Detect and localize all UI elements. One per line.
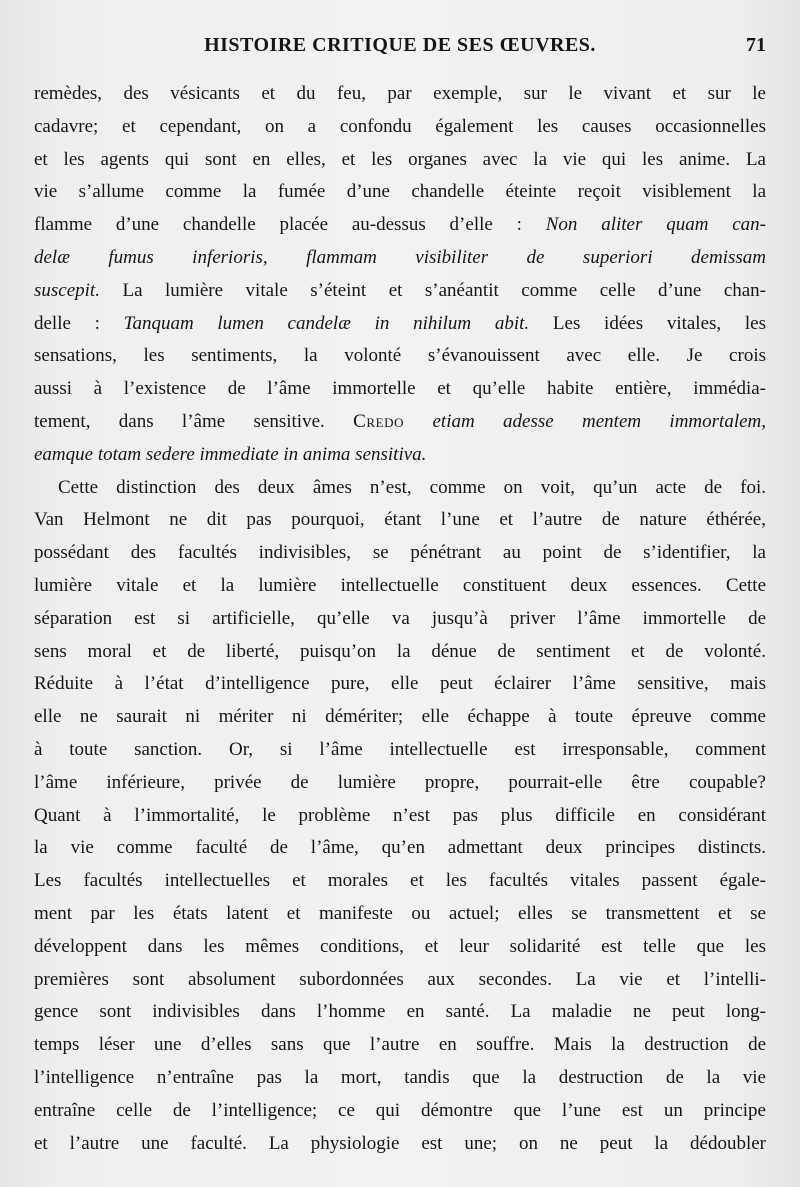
text-line <box>34 275 766 308</box>
paragraph-1 <box>34 78 766 472</box>
text-line: premières sont absolument subordonnées aux secondes. La vie et l’intelli- <box>34 968 766 990</box>
text-segment: La lumière vitale s’éteint et s’anéantit comme celle d’une chan- <box>122 279 766 301</box>
text-segment: flamme d’une chandelle placée au-dessus d’elle : <box>34 214 522 236</box>
text-line: cadavre; et cependant, on a confondu également les causes occasionnelles <box>34 115 766 137</box>
latin-quote-line: eamque totam sedere immediate in anima sensitiva. <box>34 443 427 465</box>
text-line: aussi à l’existence de l’âme immortelle et qu’elle habite entière, immédia- <box>34 378 766 400</box>
text-line: Cette distinction des deux âmes n’est, comme on voit, qu’un acte de foi. <box>58 476 766 498</box>
text-line: sens moral et de liberté, puisqu’on la dénue de sentiment et de volonté. <box>34 640 766 662</box>
paragraph-2 <box>34 472 766 1161</box>
text-line: et l’autre une faculté. La physiologie est une; on ne peut la dédoubler <box>34 1132 766 1154</box>
page-header <box>34 34 766 58</box>
text-segment: Les idées vitales, les <box>552 312 766 334</box>
text-line: à toute sanction. Or, si l’âme intellectuelle est irresponsable, comment <box>34 738 766 760</box>
text-line: gence sont indivisibles dans l’homme en santé. La maladie ne peut long- <box>34 1001 766 1023</box>
latin-quote: Non aliter quam can- <box>545 214 766 236</box>
text-line: l’intelligence n’entraîne pas la mort, tandis que la destruction de la vie <box>34 1066 766 1088</box>
text-line: la vie comme faculté de l’âme, qu’en admettant deux principes distincts. <box>34 837 766 859</box>
text-line: temps léser une d’elles sans que l’autre en souffre. Mais la destruction de <box>34 1034 766 1056</box>
text-line: développent dans les mêmes conditions, et leur solidarité est telle que les <box>34 935 766 957</box>
text-line: ment par les états latent et manifeste ou actuel; elles se transmettent et se <box>34 902 766 924</box>
text-line: séparation est si artificielle, qu’elle va jusqu’à priver l’âme immortelle de <box>34 607 766 629</box>
latin-quote: etiam adesse mentem immortalem, <box>432 410 766 432</box>
small-caps-word: Credo <box>353 410 405 432</box>
text-segment: delle : <box>34 312 100 334</box>
text-line: l’âme inférieure, privée de lumière propre, pourrait-elle être coupable? <box>34 771 766 793</box>
text-line: Les facultés intellectuelles et morales et les facultés vitales passent égale- <box>34 870 766 892</box>
text-line: lumière vitale et la lumière intellectuelle constituent deux essences. Cette <box>34 574 766 596</box>
text-line <box>34 308 766 341</box>
text-line <box>34 209 766 242</box>
text-segment: tement, dans l’âme sensitive. <box>34 410 325 432</box>
running-title: HISTOIRE CRITIQUE DE SES ŒUVRES. <box>204 34 596 56</box>
text-line: Réduite à l’état d’intelligence pure, elle peut éclairer l’âme sensitive, mais <box>34 673 766 695</box>
text-line: et les agents qui sont en elles, et les organes avec la vie qui les anime. La <box>34 148 766 170</box>
latin-quote: Tanquam lumen candelæ in nihilum abit. <box>123 312 530 334</box>
latin-quote-line: delæ fumus inferioris, flammam visibiliter de superiori demissam <box>34 246 766 268</box>
page-number: 71 <box>746 34 766 56</box>
text-line: elle ne saurait ni mériter ni démériter; elle échappe à toute épreuve comme <box>34 706 766 728</box>
text-line: Van Helmont ne dit pas pourquoi, étant l’une et l’autre de nature éthérée, <box>34 509 766 531</box>
text-line <box>34 406 766 439</box>
text-line: vie s’allume comme la fumée d’une chandelle éteinte reçoit visiblement la <box>34 181 766 203</box>
text-line: Quant à l’immortalité, le problème n’est pas plus difficile en considérant <box>34 804 766 826</box>
text-line: entraîne celle de l’intelligence; ce qui démontre que l’une est un principe <box>34 1099 766 1121</box>
latin-quote: suscepit. <box>34 279 100 301</box>
text-line: possédant des facultés indivisibles, se pénétrant au point de s’identifier, la <box>34 542 766 564</box>
page-body <box>34 78 766 1160</box>
text-line: remèdes, des vésicants et du feu, par exemple, sur le vivant et sur le <box>34 83 766 104</box>
text-line: sensations, les sentiments, la volonté s’évanouissent avec elle. Je crois <box>34 345 766 367</box>
